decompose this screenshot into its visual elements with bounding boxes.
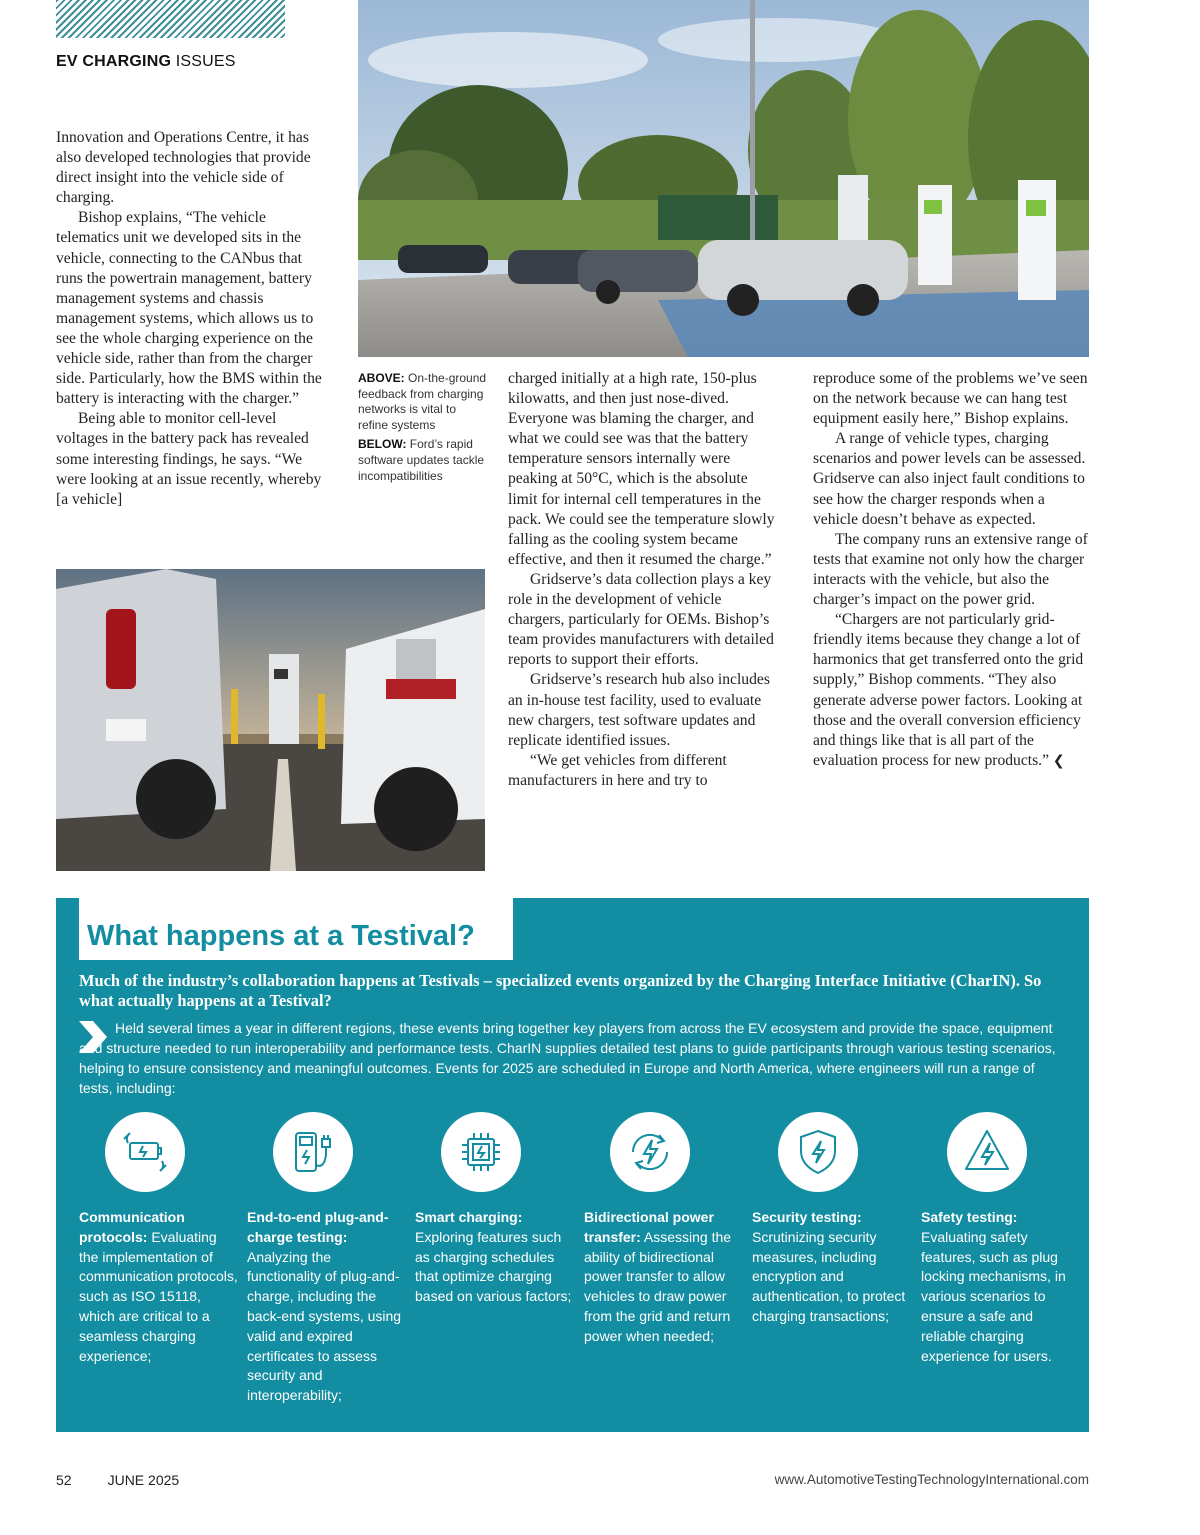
chip-icon <box>441 1112 521 1192</box>
feature-safety-testing <box>921 1112 1081 1366</box>
feature-security-testing <box>752 1112 912 1327</box>
feature-communication-protocols <box>79 1112 239 1366</box>
article-column-2 <box>508 369 778 791</box>
caption-below: BELOW: Ford’s rapid software updates tackle incompatibilities <box>358 437 485 483</box>
paragraph: Gridserve’s research hub also includes an in-house test facility, used to evaluate new chargers, test software updates and replicate identified issues. <box>508 671 770 749</box>
charger-plug-icon <box>273 1112 353 1192</box>
battery-plug-icon <box>105 1112 185 1192</box>
paragraph: Being able to monitor cell-level voltages in the battery pack has revealed some interesting findings, he says. “We were looking at an issue recently, whereby [a vehicle] <box>56 410 322 508</box>
paragraph: “Chargers are not particularly grid-friendly items because they change a lot of harmonics that get transferred onto the grid supply,” Bishop comments. “They also generate adverse power factors. Looking at those and the overall conversion efficiency and things like that is all part of the evaluation process for new products.” ❮ <box>813 611 1084 769</box>
charging-station-photo <box>358 0 1089 357</box>
feature-bidirectional-power <box>584 1112 744 1347</box>
article-column-1 <box>56 128 332 510</box>
testival-title-box <box>79 898 513 960</box>
feature-text: Smart charging: Exploring features such as charging schedules that optimize charging based on various factors; <box>415 1209 572 1305</box>
shield-bolt-icon <box>778 1112 858 1192</box>
header-hatch-bar <box>56 0 285 38</box>
paragraph: reproduce some of the problems we’ve seen on the network because we can hang test equipment easily here,” Bishop explains. <box>813 370 1088 428</box>
testival-intro: Much of the industry’s collaboration happens at Testivals – specialized events organized by the Charging Interface Initiative (CharIN). So what actually happens at a Testival? <box>79 971 1042 1010</box>
feature-text: Communication protocols: Evaluating the implementation of communication protocols, such as ISO 15118, which are critical to a seamless charging experience; <box>79 1209 238 1364</box>
section-label: EV CHARGING ISSUES <box>56 53 236 70</box>
paragraph: charged initially at a high rate, 150-plus kilowatts, and then just nose-dived. Everyone was blaming the charger, and what we could see was that the battery temperature sensors internally were peaking at 50°C, which is the absolute limit for internal cell temperatures in the pack. We could see the temperature slowly falling as the cooling system became effective, and then it resumed the charge.” <box>508 370 775 568</box>
paragraph: Innovation and Operations Centre, it has also developed technologies that provide direct insight into the vehicle side of charging. <box>56 129 311 207</box>
paragraph: “We get vehicles from different manufacturers in here and try to <box>508 751 727 789</box>
bidirectional-power-icon <box>610 1112 690 1192</box>
van-pickup-charging-photo <box>56 569 485 871</box>
footer-url[interactable]: www.AutomotiveTestingTechnologyInternational.com <box>774 1472 1089 1487</box>
paragraph: Bishop explains, “The vehicle telematics unit we developed sits in the vehicle, connecting to the CANbus that runs the powertrain management, battery management systems and chassis management systems, which allows us to see the whole charging experience on the vehicle side, rather than from the charger side. Particularly, how the BMS within the battery is interacting with the charger.” <box>56 209 322 408</box>
end-mark-icon: ❮ <box>1052 752 1065 769</box>
feature-smart-charging <box>415 1112 575 1307</box>
article-column-3 <box>813 369 1089 771</box>
feature-plug-and-charge <box>247 1112 407 1406</box>
testival-title: What happens at a Testival? <box>87 920 475 952</box>
page-number: 52 <box>56 1472 72 1488</box>
feature-text: Bidirectional power transfer: Assessing the ability of bidirectional power transfer to allow vehicles to draw power from the grid and return power when needed; <box>584 1209 732 1344</box>
caption-above: ABOVE: On-the-ground feedback from charging networks is vital to refine systems <box>358 371 487 432</box>
photo-caption <box>358 371 488 488</box>
paragraph: Gridserve’s data collection plays a key role in the development of vehicle chargers, particularly for OEMs. Bishop’s team provides manufacturers with detailed reports to support their efforts. <box>508 570 774 669</box>
feature-text: Safety testing: Evaluating safety features, such as plug locking mechanisms, in various scenarios to ensure a safe and reliable charging experience for users. <box>921 1209 1066 1364</box>
feature-text: End-to-end plug-and-charge testing: Analyzing the functionality of plug-and-charge, including the back-end systems, using valid and expired certificates to assess security and interoperability; <box>247 1209 402 1404</box>
issue-date: JUNE 2025 <box>107 1472 180 1488</box>
warning-bolt-icon <box>947 1112 1027 1192</box>
footer-left <box>56 1472 215 1488</box>
testival-description: Held several times a year in different regions, these events bring together key players from across the EV ecosystem and provide the space, equipment and structure needed to run interoperability and performance tests. CharIN supplies detailed test plans to guide participants through various testing scenarios, helping to ensure consistency and meaningful outcomes. Events for 2025 are scheduled in Europe and North America, where engineers will run a range of tests, including: <box>79 1020 1056 1096</box>
feature-text: Security testing: Scrutinizing security measures, including encryption and authentication, to protect charging transactions; <box>752 1209 906 1324</box>
paragraph: A range of vehicle types, charging scenarios and power levels can be assessed. Gridserve can also inject fault conditions to see how the charger responds when a vehicle doesn’t behave as expected. <box>813 430 1086 528</box>
paragraph: The company runs an extensive range of tests that examine not only how the charger interacts with the vehicle, but also the charger’s impact on the power grid. <box>813 530 1088 609</box>
